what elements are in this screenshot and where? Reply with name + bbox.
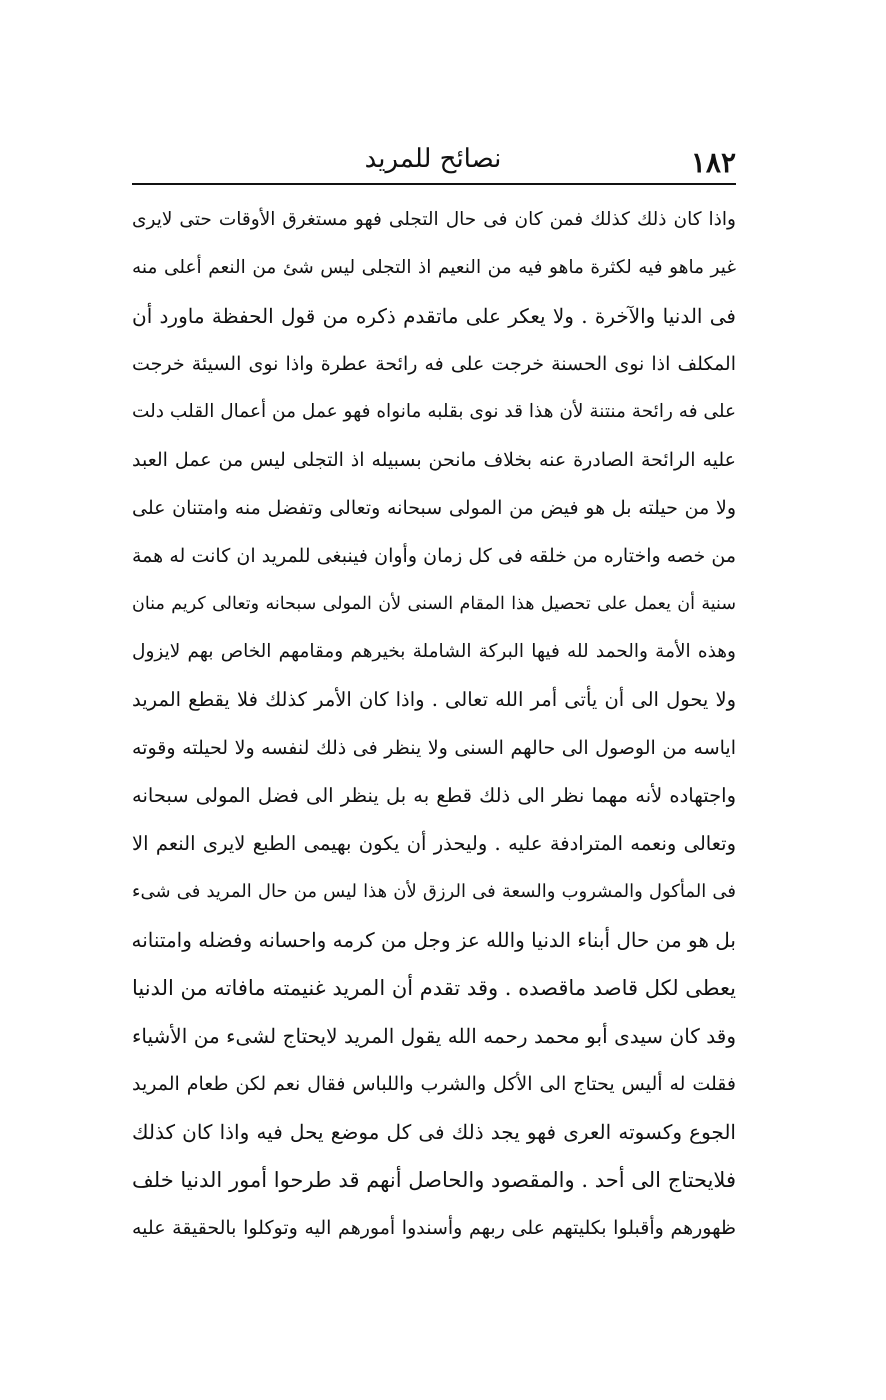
text-line: المكلف اذا نوى الحسنة خرجت على فه رائحة عطرة واذا نوى السيئة خرجت xyxy=(132,353,736,375)
text-line: فى المأكول والمشروب والسعة فى الرزق لأن هذا ليس من حال المريد فى شىء xyxy=(132,881,736,902)
running-title: نصائح للمريد xyxy=(364,144,502,174)
text-line: الجوع وكسوته العرى فهو يجد ذلك فى كل موضع يحل فيه واذا كان كذلك xyxy=(132,1120,736,1144)
text-line: ولا من حيلته بل هو فيض من المولى سبحانه وتعالى وتفضل منه وامتنان على xyxy=(132,497,736,519)
text-line: من خصه واختاره من خلقه فى كل زمان وأوان فينبغى للمريد ان كانت له همة xyxy=(132,545,736,567)
text-line: وهذه الأمة والحمد لله فيها البركة الشاملة بخيرهم ومقامهم الخاص بهم لايزول xyxy=(132,641,736,662)
text-line: واجتهاده لأنه مهما نظر الى ذلك قطع به بل ينظر الى فضل المولى سبحانه xyxy=(132,784,736,807)
text-line: فى الدنيا والآخرة . ولا يعكر على ماتقدم ذكره من قول الحفظة ماورد أن xyxy=(132,304,736,328)
header-rule xyxy=(132,183,736,185)
text-line: ظهورهم وأقبلوا بكليتهم على ربهم وأسندوا أمورهم اليه وتوكلوا بالحقيقة عليه xyxy=(132,1217,736,1239)
page-header xyxy=(130,138,736,182)
text-line: فلايحتاج الى أحد . والمقصود والحاصل أنهم قد طرحوا أمور الدنيا خلف xyxy=(132,1168,736,1192)
text-line: وقد كان سيدى أبو محمد رحمه الله يقول المريد لايحتاج لشىء من الأشياء xyxy=(132,1024,736,1048)
text-line: اياسه من الوصول الى حالهم السنى ولا ينظر فى ذلك لنفسه ولا لحيلته وقوته xyxy=(132,737,736,759)
text-line: ولا يحول الى أن يأتى أمر الله تعالى . واذا كان الأمر كذلك فلا يقطع المريد xyxy=(132,688,736,711)
text-line: غير ماهو فيه لكثرة ماهو فيه من النعيم اذ التجلى ليس شئ من النعم أعلى منه xyxy=(132,257,736,278)
text-line: على فه رائحة منتنة لأن هذا قد نوى بقلبه مانواه فهو عمل من أعمال القلب دلت xyxy=(132,401,736,422)
page-number: ١٨٢ xyxy=(690,146,736,179)
text-line: يعطى لكل قاصد ماقصده . وقد تقدم أن المريد غنيمته مافاته من الدنيا xyxy=(132,976,736,1000)
text-line: وتعالى ونعمه المترادفة عليه . وليحذر أن يكون بهيمى الطبع لايرى النعم الا xyxy=(132,832,736,855)
body-text xyxy=(132,196,736,1252)
text-line: واذا كان ذلك كذلك فمن كان فى حال التجلى فهو مستغرق الأوقات حتى لايرى xyxy=(132,209,736,230)
text-line: بل هو من حال أبناء الدنيا والله عز وجل من كرمه واحسانه وفضله وامتنانه xyxy=(132,928,736,952)
text-line: عليه الرائحة الصادرة عنه بخلاف مانحن بسبيله اذ التجلى ليس من عمل العبد xyxy=(132,449,736,471)
text-line: فقلت له أليس يحتاج الى الأكل والشرب واللباس فقال نعم لكن طعام المريد xyxy=(132,1073,736,1095)
text-line: سنية أن يعمل على تحصيل هذا المقام السنى لأن المولى سبحانه وتعالى كريم منان xyxy=(132,594,736,614)
